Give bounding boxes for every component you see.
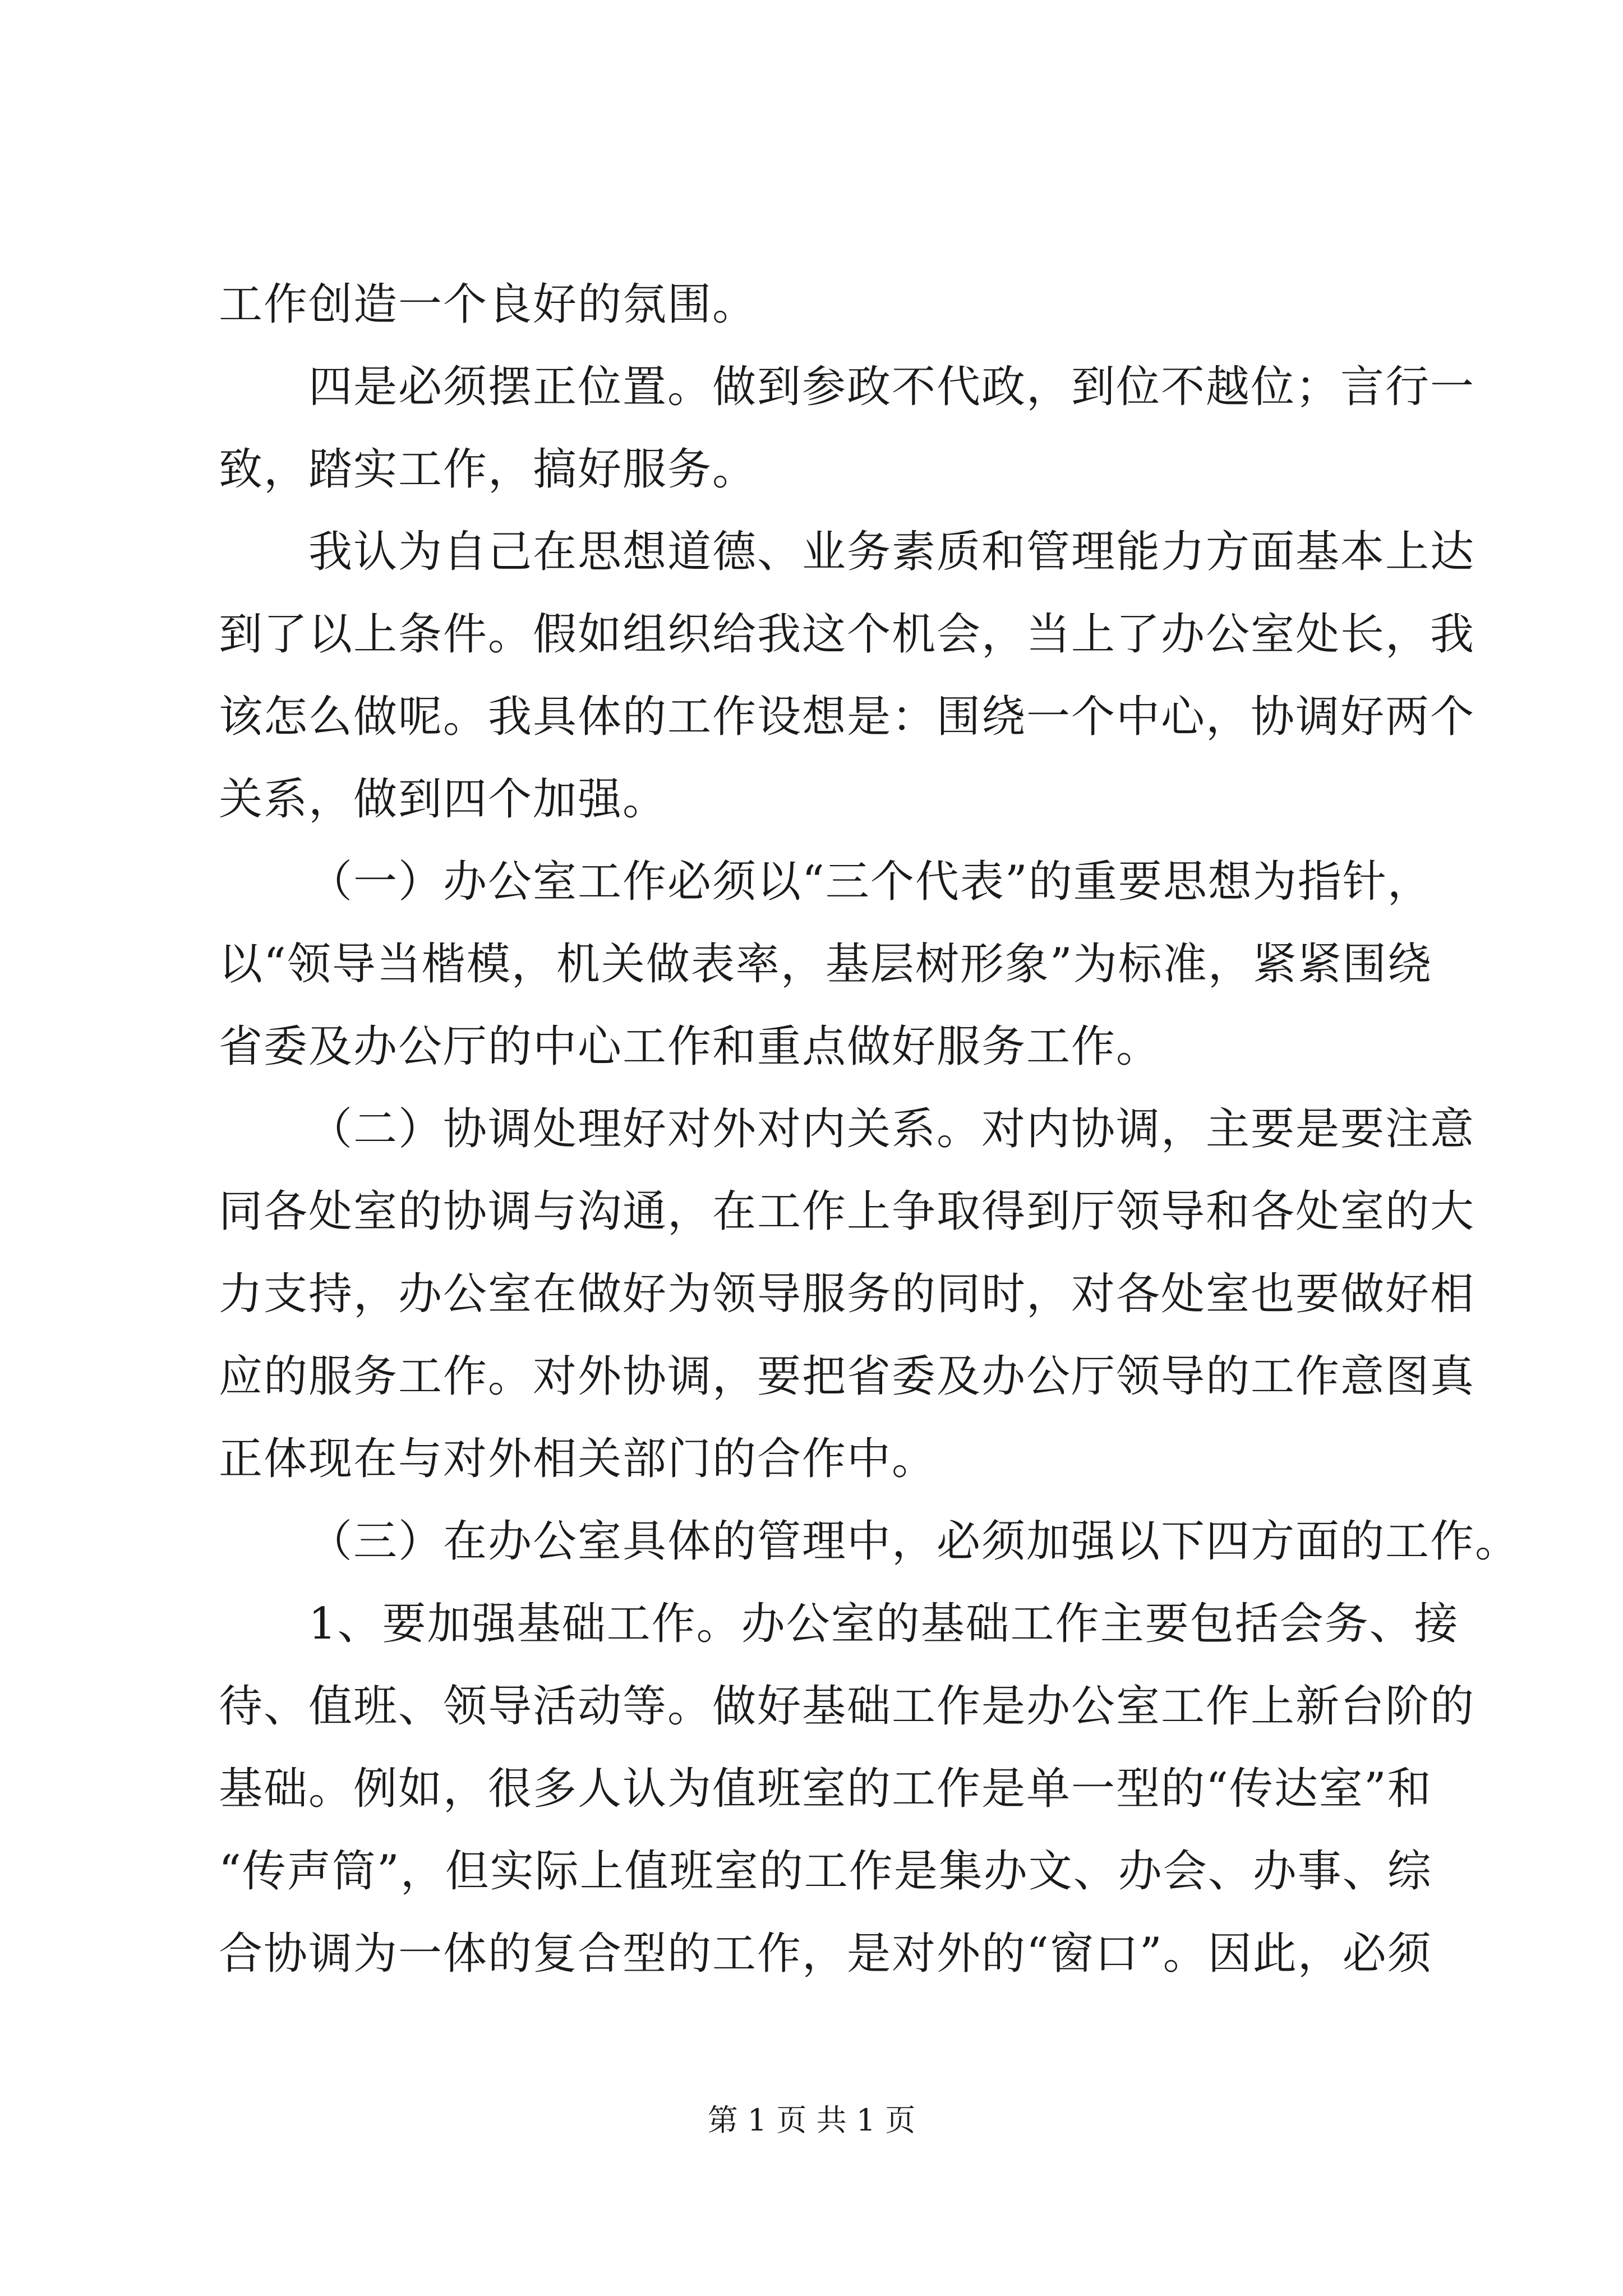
- text-line: 致，踏实工作，搞好服务。: [219, 444, 758, 495]
- text-line: 以“领导当楷模，机关做表率，基层树形象”为标准，紧紧围绕: [219, 939, 1432, 990]
- text-line: 同各处室的协调与沟通，在工作上争取得到厅领导和各处室的大: [219, 1186, 1476, 1237]
- text-line: 我认为自己在思想道德、业务素质和管理能力方面基本上达: [308, 527, 1476, 577]
- text-line: 关系，做到四个加强。: [219, 774, 668, 825]
- text-line: 四是必须摆正位置。做到参政不代政，到位不越位；言行一: [308, 362, 1476, 412]
- text-line: （二）协调处理好对外对内关系。对内协调，主要是要注意: [308, 1104, 1476, 1154]
- text-line: 应的服务工作。对外协调，要把省委及办公厅领导的工作意图真: [219, 1351, 1476, 1402]
- text-line: 正体现在与对外相关部门的合作中。: [219, 1434, 937, 1484]
- text-line: “传声筒”，但实际上值班室的工作是集办文、办会、办事、综: [219, 1846, 1432, 1897]
- page-footer: 第 1 页 共 1 页: [707, 2102, 916, 2138]
- text-line: 力支持，办公室在做好为领导服务的同时，对各处室也要做好相: [219, 1269, 1476, 1319]
- text-line: 合协调为一体的复合型的工作，是对外的“窗口”。因此，必须: [219, 1929, 1432, 1979]
- text-line: 待、值班、领导活动等。做好基础工作是办公室工作上新台阶的: [219, 1681, 1476, 1732]
- text-line: 工作创造一个良好的氛围。: [219, 279, 758, 330]
- text-line: 到了以上条件。假如组织给我这个机会，当上了办公室处长，我: [219, 609, 1476, 660]
- text-line: （三）在办公室具体的管理中，必须加强以下四方面的工作。: [308, 1516, 1520, 1567]
- text-line: 该怎么做呢。我具体的工作设想是：围绕一个中心，协调好两个: [219, 692, 1476, 742]
- document-body: [219, 264, 1520, 1995]
- text-line: 省委及办公厅的中心工作和重点做好服务工作。: [219, 1022, 1161, 1072]
- text-line: 1、要加强基础工作。办公室的基础工作主要包括会务、接: [308, 1599, 1459, 1649]
- text-line: （一）办公室工作必须以“三个代表”的重要思想为指针，: [308, 857, 1432, 907]
- text-line: 基础。例如，很多人认为值班室的工作是单一型的“传达室”和: [219, 1764, 1432, 1814]
